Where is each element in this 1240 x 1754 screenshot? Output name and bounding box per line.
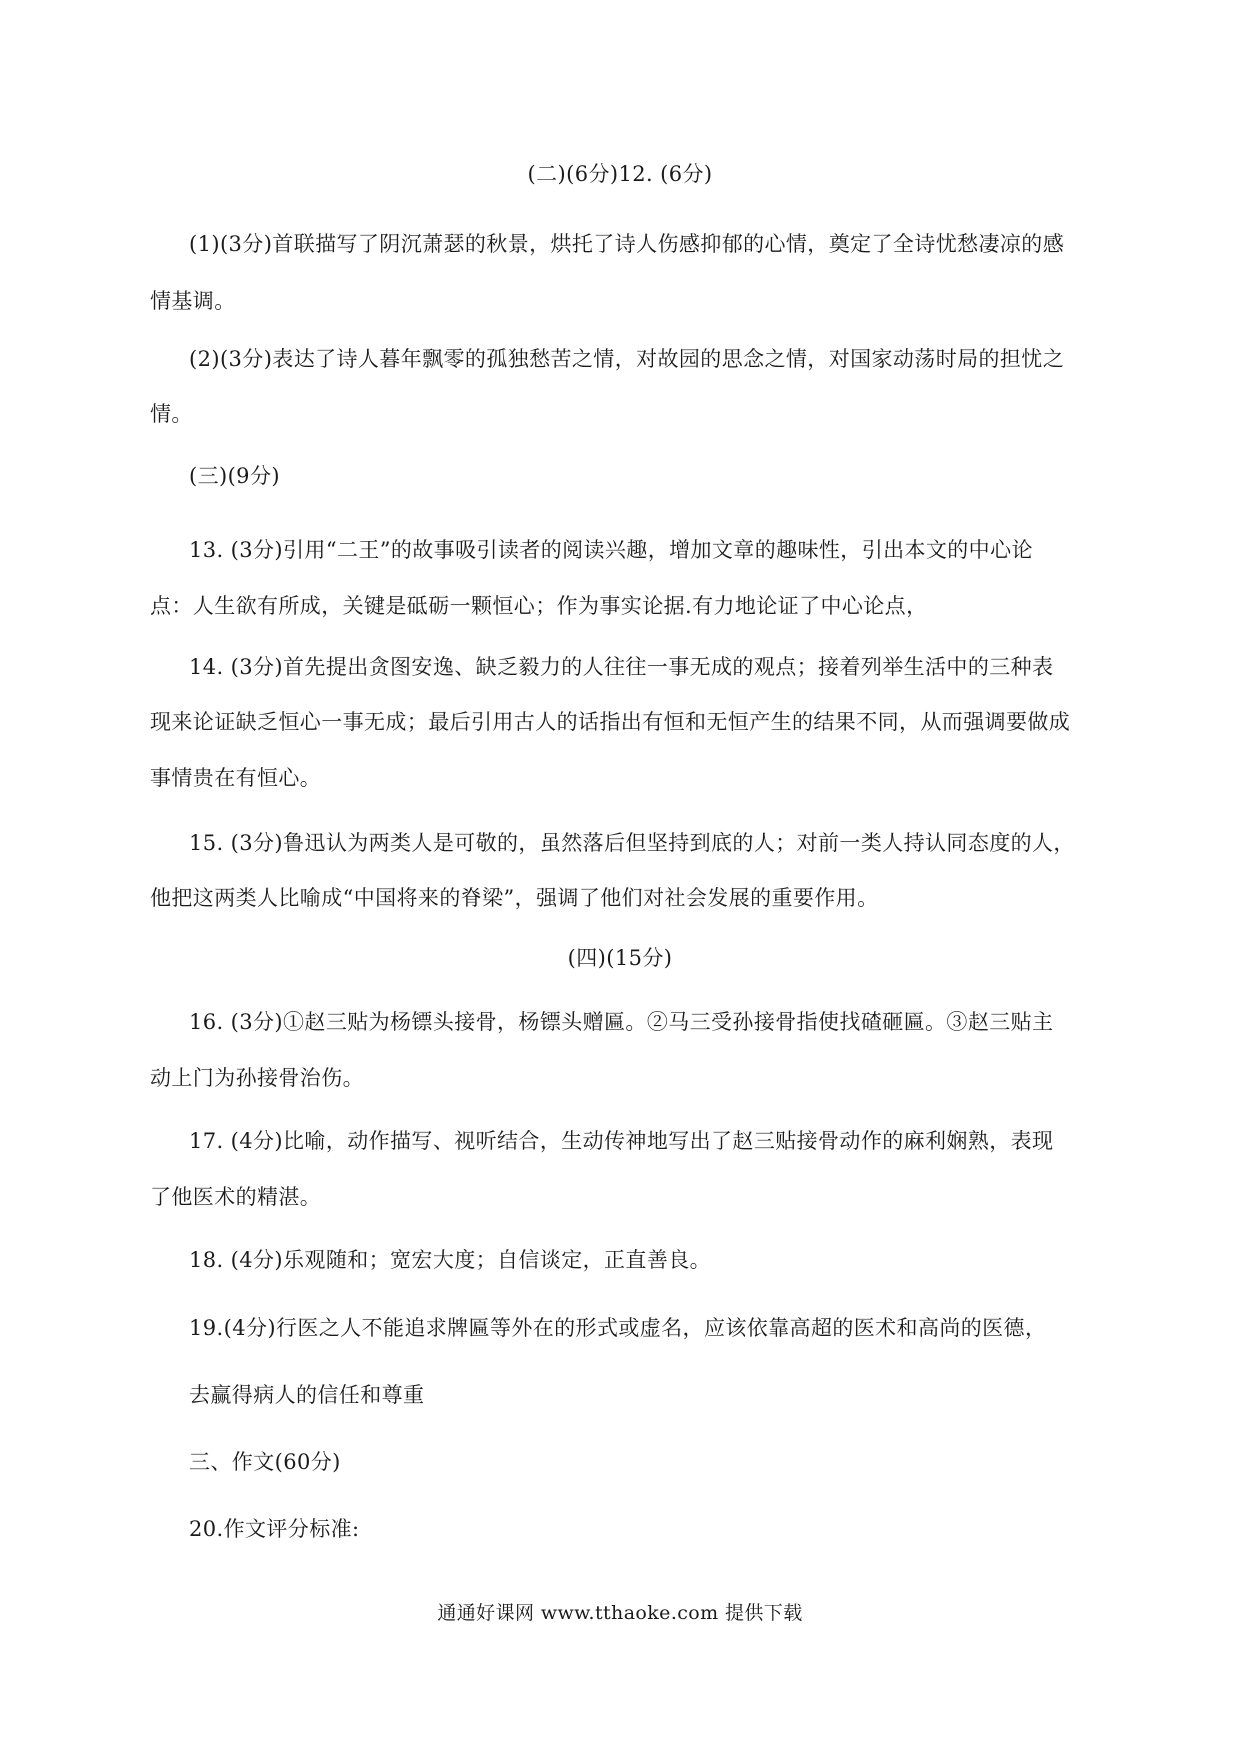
answer-12-1-line-1: (1)(3分)首联描写了阴沉萧瑟的秋景，烘托了诗人伤感抑郁的心情，奠定了全诗忧愁凄凉的感 [189, 232, 1065, 256]
answer-16-line-2: 动上门为孙接骨治伤。 [150, 1066, 364, 1090]
section-heading-2: (二)(6分)12. (6分) [527, 162, 713, 186]
answer-19-line-2: 去赢得病人的信任和尊重 [189, 1383, 425, 1407]
answer-14-line-1: 14. (3分)首先提出贪图安逸、缺乏毅力的人往往一事无成的观点；接着列举生活中的三种表 [189, 655, 1054, 679]
answer-20-heading: 20.作文评分标准: [189, 1517, 360, 1541]
answer-16-line-1: 16. (3分)①赵三贴为杨镖头接骨，杨镖头赠匾。②马三受孙接骨指使找碴砸匾。③赵三贴主 [189, 1010, 1054, 1034]
answer-12-1-line-2: 情基调。 [150, 289, 236, 313]
answer-13-line-2: 点：人生欲有所成，关键是砥砺一颗恒心；作为事实论据.有力地论证了中心论点， [150, 594, 928, 618]
answer-17-line-2: 了他医术的精湛。 [150, 1185, 322, 1209]
section-heading-composition: 三、作文(60分) [189, 1450, 341, 1474]
answer-17-line-1: 17. (4分)比喻，动作描写、视听结合，生动传神地写出了赵三贴接骨动作的麻利娴熟，表现 [189, 1129, 1054, 1153]
answer-12-2-line-2: 情。 [150, 402, 193, 426]
answer-13-line-1: 13. (3分)引用“二王”的故事吸引读者的阅读兴趣，增加文章的趣味性，引出本文的中心论 [189, 538, 1033, 562]
answer-12-2-line-1: (2)(3分)表达了诗人暮年飘零的孤独愁苦之情，对故园的思念之情，对国家动荡时局的担忧之 [189, 347, 1065, 371]
answer-19-line-1: 19.(4分)行医之人不能追求牌匾等外在的形式或虚名，应该依靠高超的医术和高尚的医德， [189, 1316, 1047, 1340]
page-footer: 通通好课网 www.tthaoke.com 提供下载 [437, 1602, 803, 1624]
answer-18: 18. (4分)乐观随和；宽宏大度；自信谈定，正直善良。 [189, 1248, 712, 1272]
answer-14-line-3: 事情贵在有恒心。 [150, 766, 322, 790]
answer-14-line-2: 现来论证缺乏恒心一事无成；最后引用古人的话指出有恒和无恒产生的结果不同，从而强调要做成 [150, 710, 1071, 734]
answer-15-line-1: 15. (3分)鲁迅认为两类人是可敬的，虽然落后但坚持到底的人；对前一类人持认同态度的人， [189, 831, 1075, 855]
answer-15-line-2: 他把这两类人比喻成“中国将来的脊梁”，强调了他们对社会发展的重要作用。 [150, 886, 879, 910]
section-heading-4: (四)(15分) [567, 946, 673, 970]
section-heading-3: (三)(9分) [189, 464, 280, 488]
